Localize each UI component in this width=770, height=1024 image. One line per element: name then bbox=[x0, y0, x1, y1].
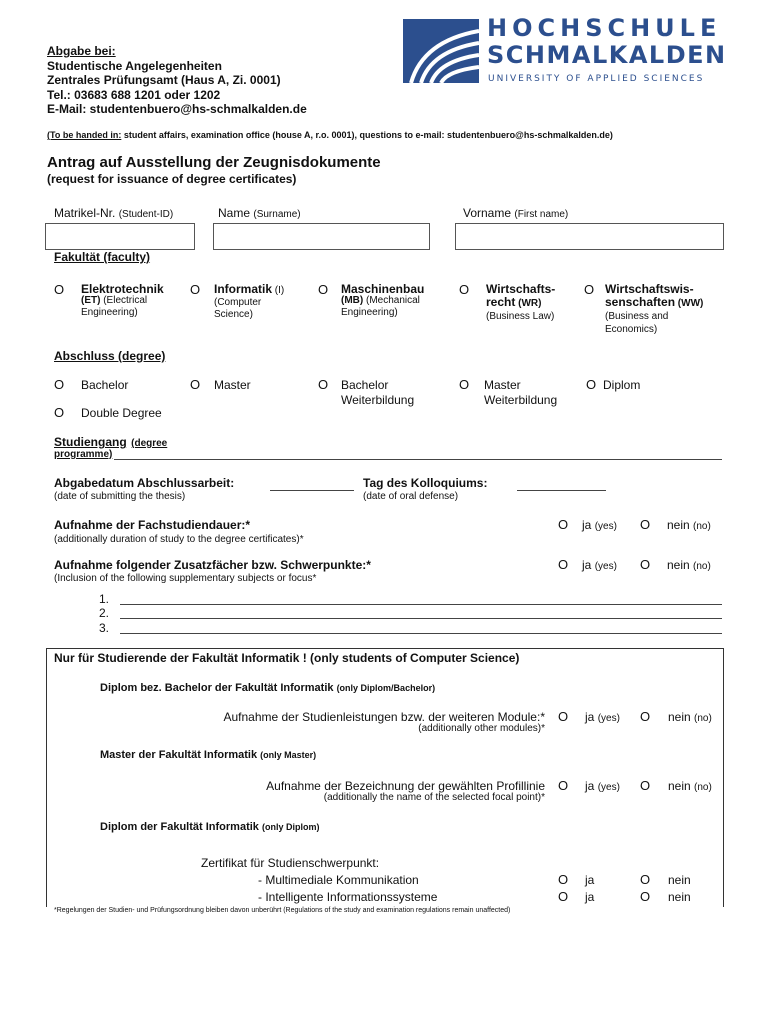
supplementary-line-2[interactable] bbox=[120, 618, 722, 619]
radio-s1-no[interactable]: O bbox=[640, 709, 651, 724]
surname-field[interactable] bbox=[213, 223, 430, 250]
radio-s3-mm-no[interactable]: O bbox=[640, 872, 651, 887]
programme-label: Studiengang (degree programme) bbox=[54, 435, 168, 460]
radio-s2-no[interactable]: O bbox=[640, 778, 651, 793]
radio-degree-bachelor[interactable]: O bbox=[54, 377, 65, 392]
informatik-s3-title: Diplom der Fakultät Informatik (only Diplom) bbox=[100, 821, 320, 833]
supplementary-label: Aufnahme folgender Zusatzfächer bzw. Schwerpunkte:* bbox=[54, 558, 371, 572]
radio-s3-is-yes[interactable]: O bbox=[558, 889, 569, 904]
thesis-date-label-en: (date of submitting the thesis) bbox=[54, 491, 186, 502]
supplementary-item-number: 3. bbox=[99, 621, 110, 635]
informatik-s2-question-en: (additionally the name of the selected focal point)* bbox=[323, 792, 545, 803]
radio-supplementary-yes[interactable]: O bbox=[558, 557, 569, 572]
s3-mm-no-label: nein bbox=[668, 873, 691, 887]
degree-heading: Abschluss (degree) bbox=[54, 349, 166, 363]
handed-in-note bbox=[47, 130, 613, 140]
supplementary-line-3[interactable] bbox=[120, 633, 722, 634]
oral-date-label-en: (date of oral defense) bbox=[363, 491, 459, 502]
informatik-s1-question: Aufnahme der Studienleistungen bzw. der weiteren Module:* bbox=[223, 710, 545, 724]
faculty-heading: Fakultät (faculty) bbox=[54, 250, 151, 264]
radio-s3-mm-yes[interactable]: O bbox=[558, 872, 569, 887]
radio-faculty-et[interactable]: O bbox=[54, 282, 65, 297]
duration-label-en: (additionally duration of study to the degree certificates)* bbox=[54, 534, 304, 545]
s2-yes-label: ja (yes) bbox=[585, 779, 620, 793]
handed-in-prefix: (To be handed in: bbox=[47, 130, 122, 140]
faculty-option-informatik: Informatik (I) (Computer Science) bbox=[214, 282, 285, 320]
degree-option-master: Master bbox=[214, 378, 251, 392]
programme-input-line[interactable] bbox=[114, 459, 722, 460]
informatik-s1-title: Diplom bez. Bachelor der Fakultät Informatik (only Diplom/Bachelor) bbox=[100, 682, 436, 694]
informatik-s1-question-en: (additionally other modules)* bbox=[418, 723, 545, 734]
informatik-s2-title: Master der Fakultät Informatik (only Master) bbox=[100, 749, 317, 761]
logo-line-1: HOCHSCHULE bbox=[487, 14, 722, 42]
first-name-field[interactable] bbox=[455, 223, 724, 250]
radio-degree-master[interactable]: O bbox=[190, 377, 201, 392]
s3-is-no-label: nein bbox=[668, 890, 691, 904]
radio-degree-double[interactable]: O bbox=[54, 405, 65, 420]
faculty-option-et: Elektrotechnik (ET) (Electrical Engineering) bbox=[81, 282, 164, 318]
s1-no-label: nein (no) bbox=[668, 710, 712, 724]
degree-option-bachelor-weiterbildung: Bachelor Weiterbildung bbox=[341, 378, 415, 407]
radio-s1-yes[interactable]: O bbox=[558, 709, 569, 724]
footnote: *Regelungen der Studien- und Prüfungsordnung bleiben davon unberührt (Regulations of the study and examination regulations remain unaffected) bbox=[54, 907, 511, 914]
s2-no-label: nein (no) bbox=[668, 779, 712, 793]
informatik-s3-option-is: - Intelligente Informationssysteme bbox=[258, 890, 438, 904]
informatik-s3-certificate: Zertifikat für Studienschwerpunkt: bbox=[201, 856, 380, 870]
informatik-s2-question: Aufnahme der Bezeichnung der gewählten Profillinie bbox=[266, 779, 545, 793]
address-line: E-Mail: studentenbuero@hs-schmalkalden.de bbox=[47, 102, 307, 116]
page-subtitle: (request for issuance of degree certificates) bbox=[47, 172, 297, 186]
radio-faculty-informatik[interactable]: O bbox=[190, 282, 201, 297]
radio-degree-master-weiterbildung[interactable]: O bbox=[459, 377, 470, 392]
degree-option-diplom: Diplom bbox=[603, 378, 641, 392]
radio-duration-no[interactable]: O bbox=[640, 517, 651, 532]
s1-yes-label: ja (yes) bbox=[585, 710, 620, 724]
first-name-label: Vorname (First name) bbox=[463, 206, 569, 220]
logo-line-3: UNIVERSITY OF APPLIED SCIENCES bbox=[488, 74, 705, 84]
duration-label: Aufnahme der Fachstudiendauer:* bbox=[54, 518, 251, 532]
student-id-label: Matrikel-Nr. (Student-ID) bbox=[54, 206, 174, 220]
supplementary-item-number: 2. bbox=[99, 606, 110, 620]
thesis-date-label: Abgabedatum Abschlussarbeit: bbox=[54, 476, 235, 490]
address-line: Studentische Angelegenheiten bbox=[47, 58, 222, 73]
oral-date-label: Tag des Kolloquiums: bbox=[363, 476, 488, 490]
supplementary-label-en: (Inclusion of the following supplementary subjects or focus* bbox=[54, 573, 317, 584]
radio-faculty-wr[interactable]: O bbox=[459, 282, 470, 297]
thesis-date-line[interactable] bbox=[270, 490, 354, 491]
radio-faculty-ww[interactable]: O bbox=[584, 282, 595, 297]
surname-label: Name (Surname) bbox=[218, 206, 301, 220]
degree-option-double: Double Degree bbox=[81, 406, 162, 420]
s3-mm-yes-label: ja bbox=[585, 873, 595, 887]
radio-supplementary-no[interactable]: O bbox=[640, 557, 651, 572]
supplementary-no-label: nein (no) bbox=[667, 558, 711, 572]
radio-s3-is-no[interactable]: O bbox=[640, 889, 651, 904]
degree-option-master-weiterbildung: Master Weiterbildung bbox=[484, 378, 558, 407]
duration-yes-label: ja (yes) bbox=[582, 518, 617, 532]
faculty-option-wr: Wirtschafts- recht (WR) (Business Law) bbox=[486, 282, 556, 322]
radio-degree-bachelor-weiterbildung[interactable]: O bbox=[318, 377, 329, 392]
supplementary-item-number: 1. bbox=[99, 592, 110, 606]
informatik-heading: Nur für Studierende der Fakultät Informatik ! (only students of Computer Science) bbox=[54, 651, 520, 665]
degree-option-bachelor: Bachelor bbox=[81, 378, 129, 392]
address-line: Zentrales Prüfungsamt (Haus A, Zi. 0001) bbox=[47, 73, 281, 87]
duration-no-label: nein (no) bbox=[667, 518, 711, 532]
address-line: Tel.: 03683 688 1201 oder 1202 bbox=[47, 87, 221, 102]
s3-is-yes-label: ja bbox=[585, 890, 595, 904]
informatik-s3-option-mm: - Multimediale Kommunikation bbox=[258, 873, 419, 887]
supplementary-line-1[interactable] bbox=[120, 604, 722, 605]
faculty-option-mb: Maschinenbau (MB) (Mechanical Engineering) bbox=[341, 282, 425, 318]
radio-faculty-mb[interactable]: O bbox=[318, 282, 329, 297]
oral-date-line[interactable] bbox=[517, 490, 606, 491]
university-logo-icon bbox=[403, 19, 479, 83]
page-title: Antrag auf Ausstellung der Zeugnisdokumente bbox=[47, 154, 381, 171]
faculty-option-ww: Wirtschaftswis- senschaften (WW) (Business and Economics) bbox=[605, 282, 704, 335]
address-line: Abgabe bei: bbox=[47, 44, 116, 58]
radio-duration-yes[interactable]: O bbox=[558, 517, 569, 532]
radio-s2-yes[interactable]: O bbox=[558, 778, 569, 793]
submission-address bbox=[47, 44, 307, 117]
handed-in-text: student affairs, examination office (house A, r.o. 0001), questions to e-mail: studentenbuero@hs-schmalkalden.de) bbox=[121, 130, 613, 140]
student-id-field[interactable] bbox=[45, 223, 195, 250]
logo-line-2: SCHMALKALDEN bbox=[487, 41, 727, 69]
supplementary-yes-label: ja (yes) bbox=[582, 558, 617, 572]
radio-degree-diplom[interactable]: O bbox=[586, 377, 597, 392]
